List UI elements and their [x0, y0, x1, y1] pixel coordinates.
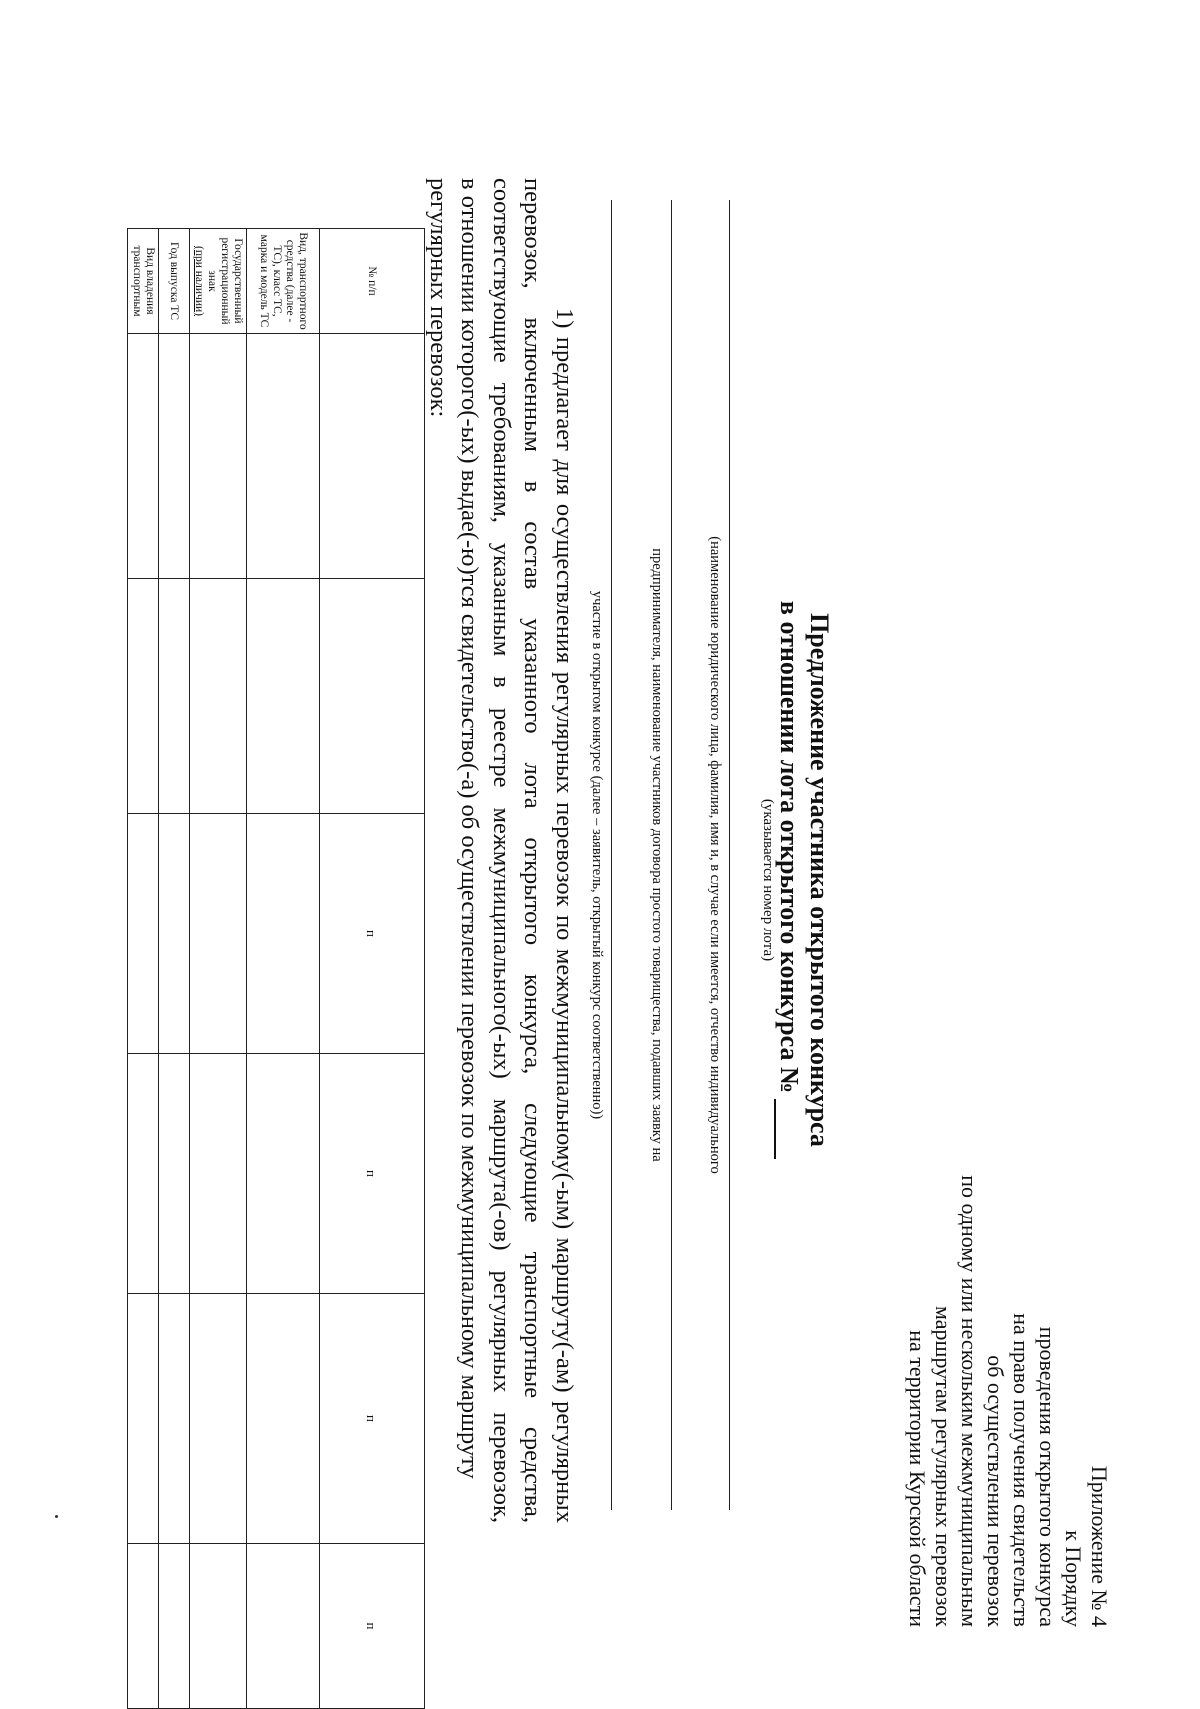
table-cell[interactable] — [128, 1054, 159, 1294]
column-mark: п — [320, 1054, 425, 1294]
title-line-2 — [774, 500, 804, 1260]
header-number-cell: № п/п — [320, 229, 425, 334]
paragraph-line: перевозок, включенным в состав указанного лота открытого конкурса, следующие транспортные средства, — [519, 178, 547, 1523]
appendix-line: об осуществлении перевозок — [983, 1355, 1008, 1627]
table-row — [128, 229, 159, 1709]
title-line-1: Предложение участника открытого конкурса — [805, 613, 834, 1147]
offer-paragraph — [423, 178, 581, 1523]
appendix-line: к Порядку — [1061, 1530, 1086, 1627]
table-row — [190, 229, 247, 1709]
table-row — [247, 229, 320, 1709]
table-cell[interactable] — [128, 334, 159, 579]
appendix-line: Приложение № 4 — [1087, 1465, 1112, 1627]
vehicles-table — [127, 228, 425, 1709]
lot-number-blank[interactable] — [774, 1099, 800, 1159]
appendix-header — [904, 987, 1200, 1627]
appendix-line: проведения открытого конкурса — [1035, 1326, 1060, 1627]
appendix-line: маршрутам регулярных перевозок — [931, 1305, 956, 1627]
document-title — [774, 500, 834, 1260]
column-mark: п — [320, 814, 425, 1054]
applicant-caption-1: (наименование юридического лица, фамилия, имя и, в случае если имеется, отчество индивидуального — [707, 536, 723, 1174]
applicant-caption-2: предпринимателя, наименование участников договора простого товарищества, подавших заявку на — [649, 548, 665, 1162]
title-line-2-text: в отношении лота открытого конкурса № — [775, 600, 804, 1094]
row-label-registration-plate-note: (при наличии) — [193, 246, 205, 316]
table-cell[interactable] — [247, 1054, 320, 1294]
table-cell[interactable] — [159, 579, 190, 814]
applicant-name-line-2[interactable] — [671, 200, 672, 1510]
appendix-line: по одному или нескольким межмуниципальным — [957, 1175, 982, 1627]
column-mark: п — [320, 1294, 425, 1544]
row-label-vehicle-type: Вид, транспортного средства (далее - ТС), класс ТС, марка и модель ТС — [247, 229, 320, 334]
applicant-name-line-3[interactable] — [611, 200, 612, 1510]
table-cell[interactable] — [320, 334, 425, 579]
applicant-name-line-1[interactable] — [729, 200, 730, 1510]
appendix-line: на территории Курской области — [905, 1330, 930, 1627]
appendix-line: на право получения свидетельств — [1009, 1313, 1034, 1627]
table-cell[interactable] — [190, 1544, 247, 1709]
applicant-caption-3: участие в открытом конкурсе (далее – заявитель, открытый конкурс соответственно)) — [589, 590, 605, 1120]
paragraph-line: соответствующие требованиям, указанным в реестре межмуниципального(-ых) маршрута(-ов) регулярных перевозок, — [488, 178, 515, 1523]
table-cell[interactable] — [128, 814, 159, 1054]
row-label-registration-plate — [190, 229, 247, 334]
paragraph-line: регулярных перевозок: — [425, 178, 452, 418]
table-cell[interactable] — [247, 814, 320, 1054]
table-cell[interactable] — [320, 579, 425, 814]
table-cell[interactable] — [128, 1294, 159, 1544]
row-label-year: Год выпуска ТС — [159, 229, 190, 334]
table-row — [159, 229, 190, 1709]
table-cell[interactable] — [247, 1294, 320, 1544]
row-label-registration-plate-text: Государственный регистрационный знак — [206, 237, 244, 325]
table-cell[interactable] — [159, 1054, 190, 1294]
table-cell[interactable] — [159, 334, 190, 579]
table-cell[interactable] — [128, 1544, 159, 1709]
row-label-ownership: Вид владения транспортным — [128, 229, 159, 334]
table-cell[interactable] — [159, 1544, 190, 1709]
table-cell[interactable] — [190, 1054, 247, 1294]
table-header-row — [320, 229, 425, 1709]
paragraph-line: в отношении которого(-ых) выдае(-ю)тся свидетельство(-а) об осуществлении перевозок по межмуниципальному маршруту — [456, 178, 484, 1479]
table-cell[interactable] — [128, 579, 159, 814]
lot-number-hint: (указывается номер лота) — [760, 798, 776, 962]
table-cell[interactable] — [190, 814, 247, 1054]
table-cell[interactable] — [159, 1294, 190, 1544]
table-cell[interactable] — [247, 1544, 320, 1709]
table-cell[interactable] — [190, 579, 247, 814]
scan-speck — [55, 1515, 58, 1518]
table-cell[interactable] — [159, 814, 190, 1054]
table-cell[interactable] — [190, 1294, 247, 1544]
table-cell[interactable] — [247, 579, 320, 814]
column-mark: п — [320, 1544, 425, 1709]
table-cell[interactable] — [190, 334, 247, 579]
table-cell[interactable] — [247, 334, 320, 579]
paragraph-line: 1) предлагает для осуществления регулярных перевозок по межмуниципальному(-ым) маршруту(-ам) регулярных — [551, 308, 578, 1523]
